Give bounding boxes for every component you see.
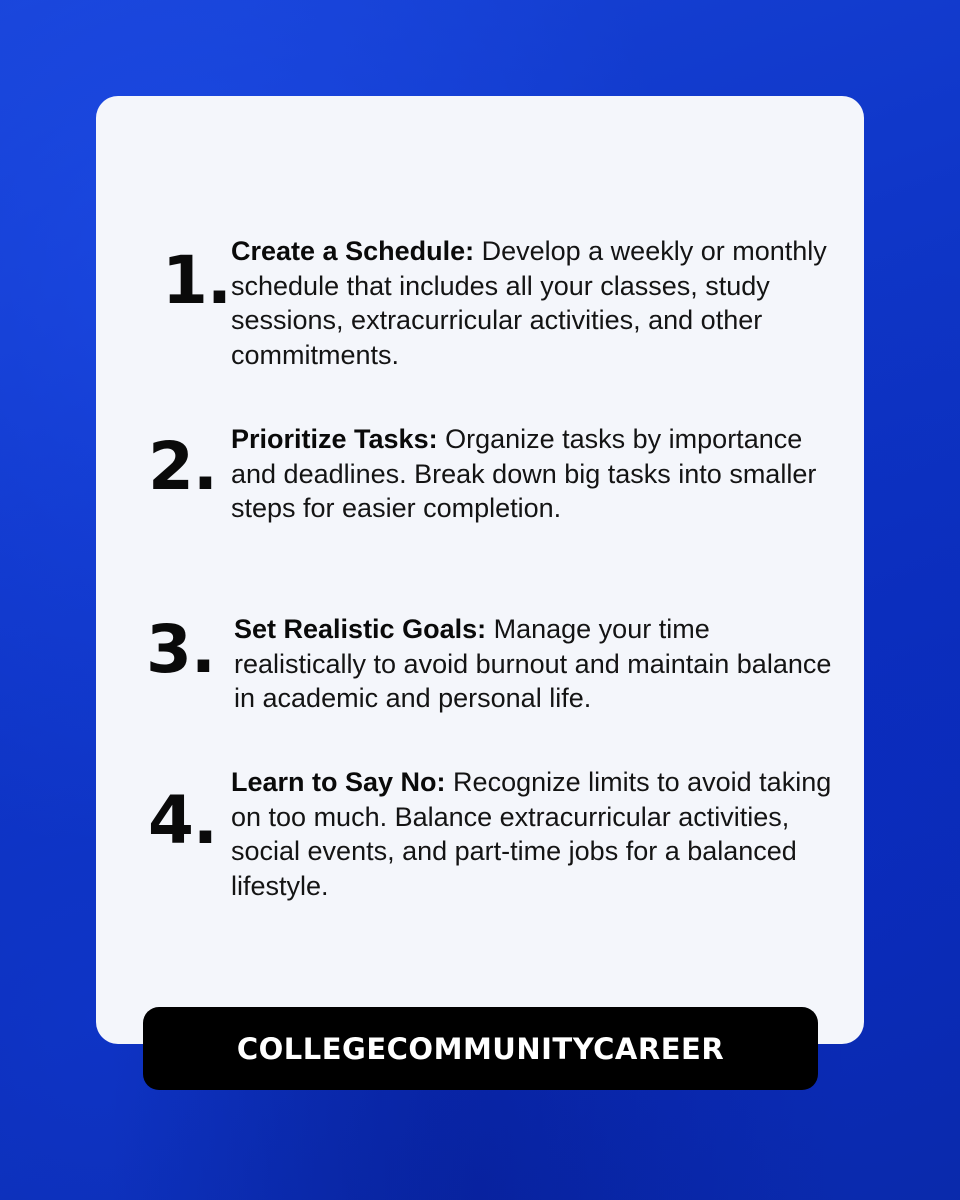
tip-title: Create a Schedule: [231, 236, 475, 266]
tip-number: 2. [148, 428, 217, 505]
tip-number: 1. [162, 242, 231, 319]
tip-title: Learn to Say No: [231, 767, 446, 797]
tips-card [96, 96, 864, 1044]
tip-number: 3. [146, 611, 215, 688]
tip-body: Recognize limits to avoid taking on too much. Balance extracurricular activities, social events, and part-time jobs for a balanced lifestyle. [231, 767, 832, 901]
tip-text [231, 234, 841, 372]
tip-text [234, 612, 844, 716]
tip-body: Organize tasks by importance and deadlines. Break down big tasks into smaller steps for easier completion. [231, 424, 817, 523]
tip-text [231, 422, 841, 526]
brand-banner-label: COLLEGECOMMUNITYCAREER [236, 1031, 725, 1066]
tip-body: Develop a weekly or monthly schedule that includes all your classes, study sessions, extracurricular activities, and other commitments. [231, 236, 827, 370]
tip-number: 4. [148, 782, 217, 859]
tip-title: Prioritize Tasks: [231, 424, 438, 454]
tip-title: Set Realistic Goals: [234, 614, 487, 644]
tip-text [231, 765, 841, 903]
brand-banner [143, 1007, 818, 1090]
tip-body: Manage your time realistically to avoid burnout and maintain balance in academic and personal life. [234, 614, 832, 713]
